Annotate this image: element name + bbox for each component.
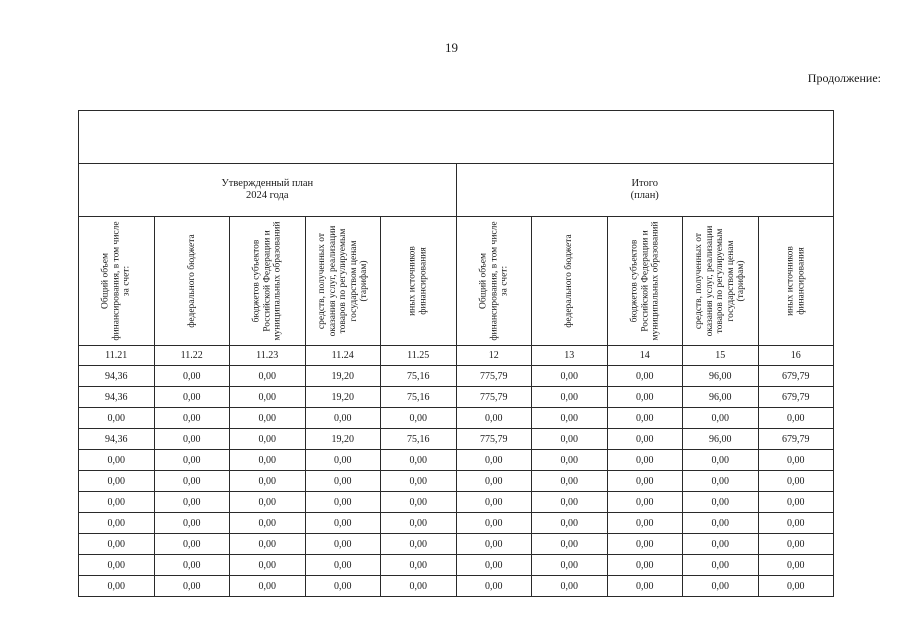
table-cell: 0,00: [532, 534, 608, 555]
table-row: [79, 576, 834, 597]
table-cell: 0,00: [154, 387, 230, 408]
table-cell: 0,00: [154, 471, 230, 492]
table-cell: 94,36: [79, 429, 155, 450]
table-cell: 0,00: [305, 471, 381, 492]
column-number-cell: 12: [456, 346, 532, 366]
table-cell: 0,00: [532, 408, 608, 429]
table-cell: 0,00: [305, 492, 381, 513]
column-header: [758, 217, 834, 346]
table-cell: 0,00: [456, 513, 532, 534]
table-cell: 0,00: [532, 492, 608, 513]
column-header-label: средств, полученных от оказания услуг, реализации товаров по регулируемым государством ценам (тарифам): [694, 225, 746, 337]
table-cell: 0,00: [381, 471, 457, 492]
table-cell: 0,00: [532, 513, 608, 534]
table-cell: 0,00: [154, 534, 230, 555]
column-header: [381, 217, 457, 346]
column-number-cell: 11.25: [381, 346, 457, 366]
table-cell: 0,00: [758, 576, 834, 597]
table-cell: 0,00: [230, 408, 306, 429]
table-cell: 0,00: [230, 471, 306, 492]
table-cell: 0,00: [607, 408, 683, 429]
table-cell: 0,00: [532, 366, 608, 387]
table-cell: 96,00: [683, 366, 759, 387]
table-cell: 96,00: [683, 429, 759, 450]
table-row: [79, 492, 834, 513]
table-cell: 0,00: [154, 366, 230, 387]
column-number-cell: 11.23: [230, 346, 306, 366]
table-cell: 0,00: [607, 387, 683, 408]
column-header: [154, 217, 230, 346]
table-cell: 0,00: [607, 513, 683, 534]
table-cell: 0,00: [607, 450, 683, 471]
column-header-label: Общий объем финансирования, в том числе за счет:: [100, 221, 132, 341]
table-cell: 0,00: [79, 534, 155, 555]
table-cell: 0,00: [381, 408, 457, 429]
table-cell: 0,00: [532, 576, 608, 597]
table-row: [79, 387, 834, 408]
column-header-label: федерального бюджета: [186, 234, 197, 328]
table-cell: 0,00: [230, 576, 306, 597]
group-header-approved-plan: [79, 164, 457, 217]
table-cell: 96,00: [683, 387, 759, 408]
table-cell: 0,00: [758, 492, 834, 513]
table-cell: 0,00: [683, 471, 759, 492]
table-cell: 0,00: [154, 429, 230, 450]
page-number: 19: [445, 40, 458, 55]
table-row: [79, 471, 834, 492]
column-header: [230, 217, 306, 346]
column-number-cell: 11.21: [79, 346, 155, 366]
column-header-label: бюджетов субъектов Российской Федерации и муниципальных образований: [629, 221, 660, 341]
group-header-line: Итого: [631, 178, 659, 189]
table-cell: 0,00: [456, 492, 532, 513]
group-header-line: 2024 года: [245, 190, 289, 201]
column-number-cell: 11.24: [305, 346, 381, 366]
table-cell: 0,00: [79, 471, 155, 492]
table-cell: 0,00: [607, 576, 683, 597]
column-header: [683, 217, 759, 346]
table-cell: 0,00: [607, 555, 683, 576]
table-cell: 0,00: [230, 387, 306, 408]
column-header-label: иных источников финансирования: [785, 246, 806, 316]
table-cell: 0,00: [381, 534, 457, 555]
table-cell: 0,00: [607, 534, 683, 555]
table-cell: 0,00: [79, 555, 155, 576]
table-cell: 0,00: [305, 513, 381, 534]
table-cell: 0,00: [456, 408, 532, 429]
table-cell: 94,36: [79, 366, 155, 387]
table-cell: 0,00: [79, 492, 155, 513]
table-cell: 679,79: [758, 387, 834, 408]
table-cell: 0,00: [230, 366, 306, 387]
table-cell: 0,00: [79, 450, 155, 471]
table-cell: 19,20: [305, 429, 381, 450]
table-cell: 0,00: [456, 534, 532, 555]
table-cell: 0,00: [305, 408, 381, 429]
group-header-line: (план): [630, 190, 659, 201]
column-number-cell: 13: [532, 346, 608, 366]
table-cell: 0,00: [154, 576, 230, 597]
table-cell: 0,00: [532, 387, 608, 408]
table-cell: 0,00: [305, 534, 381, 555]
table-row: [79, 555, 834, 576]
column-header-label: иных источников финансирования: [407, 246, 429, 316]
table-cell: 0,00: [381, 555, 457, 576]
table-cell: 0,00: [683, 576, 759, 597]
table-cell: 0,00: [456, 450, 532, 471]
table-row: [79, 450, 834, 471]
table-cell: 0,00: [154, 408, 230, 429]
table-cell: 0,00: [154, 555, 230, 576]
column-header: [456, 217, 532, 346]
table-cell: 0,00: [532, 471, 608, 492]
table-cell: 0,00: [456, 555, 532, 576]
column-number-cell: 11.22: [154, 346, 230, 366]
table-cell: 0,00: [758, 408, 834, 429]
table-cell: 75,16: [381, 366, 457, 387]
table-cell: 0,00: [758, 471, 834, 492]
table-cell: 775,79: [456, 429, 532, 450]
group-header-row: [79, 164, 834, 217]
column-header: [607, 217, 683, 346]
table-row: [79, 534, 834, 555]
table-cell: 0,00: [532, 555, 608, 576]
column-number-row: [79, 346, 834, 366]
table-cell: 0,00: [305, 450, 381, 471]
table-cell: 679,79: [758, 429, 834, 450]
table-cell: 0,00: [683, 450, 759, 471]
table-cell: 0,00: [758, 534, 834, 555]
column-header-label: федерального бюджета: [564, 234, 574, 328]
table-cell: 0,00: [532, 429, 608, 450]
table-cell: 0,00: [79, 513, 155, 534]
table-row: [79, 429, 834, 450]
table-cell: 0,00: [381, 450, 457, 471]
column-header-label: Общий объем финансирования, в том числе за счет:: [478, 221, 509, 341]
column-header-label: бюджетов субъектов Российской Федерации и муниципальных образований: [251, 221, 283, 341]
column-number-cell: 14: [607, 346, 683, 366]
table-cell: 0,00: [607, 366, 683, 387]
table-cell: 0,00: [381, 492, 457, 513]
table-cell: 0,00: [154, 450, 230, 471]
table-row: [79, 408, 834, 429]
financing-table: [78, 110, 834, 597]
table-cell: 775,79: [456, 387, 532, 408]
continuation-label: Продолжение:: [807, 71, 881, 85]
table-cell: 75,16: [381, 429, 457, 450]
table-cell: 0,00: [230, 492, 306, 513]
column-number-cell: 15: [683, 346, 759, 366]
table-cell: 0,00: [230, 513, 306, 534]
table-cell: 0,00: [683, 492, 759, 513]
column-header: [79, 217, 155, 346]
table-cell: 19,20: [305, 366, 381, 387]
table-cell: 0,00: [758, 555, 834, 576]
table-cell: 0,00: [532, 450, 608, 471]
column-header-row: [79, 217, 834, 346]
column-header: [532, 217, 608, 346]
column-header: [305, 217, 381, 346]
table-cell: 0,00: [230, 429, 306, 450]
table-cell: 0,00: [607, 492, 683, 513]
table-cell: 0,00: [381, 576, 457, 597]
blank-header-row: [79, 111, 834, 164]
group-header-total-plan: [456, 164, 834, 217]
table-cell: 75,16: [381, 387, 457, 408]
table-cell: 679,79: [758, 366, 834, 387]
table-cell: 0,00: [154, 492, 230, 513]
blank-header-cell: [79, 111, 834, 164]
table-cell: 0,00: [683, 513, 759, 534]
table-cell: 19,20: [305, 387, 381, 408]
table-cell: 0,00: [456, 471, 532, 492]
column-header-label: средств, полученных от оказания услуг, реализации товаров по регулируемым государством ценам (тарифам): [316, 225, 369, 337]
table-cell: 0,00: [154, 513, 230, 534]
table-cell: 0,00: [683, 408, 759, 429]
group-header-line: Утвержденный план: [221, 178, 314, 189]
table-cell: 0,00: [607, 429, 683, 450]
table-cell: 775,79: [456, 366, 532, 387]
table-cell: 0,00: [230, 534, 306, 555]
table-cell: 0,00: [683, 555, 759, 576]
table-cell: 0,00: [305, 555, 381, 576]
table-cell: 0,00: [456, 576, 532, 597]
column-number-cell: 16: [758, 346, 834, 366]
table-row: [79, 366, 834, 387]
table-row: [79, 513, 834, 534]
table-cell: 0,00: [230, 450, 306, 471]
table-cell: 0,00: [758, 450, 834, 471]
table-cell: 0,00: [607, 471, 683, 492]
table-cell: 94,36: [79, 387, 155, 408]
table-cell: 0,00: [230, 555, 306, 576]
table-cell: 0,00: [758, 513, 834, 534]
table-cell: 0,00: [683, 534, 759, 555]
table-cell: 0,00: [79, 576, 155, 597]
table-cell: 0,00: [79, 408, 155, 429]
table-cell: 0,00: [381, 513, 457, 534]
table-cell: 0,00: [305, 576, 381, 597]
